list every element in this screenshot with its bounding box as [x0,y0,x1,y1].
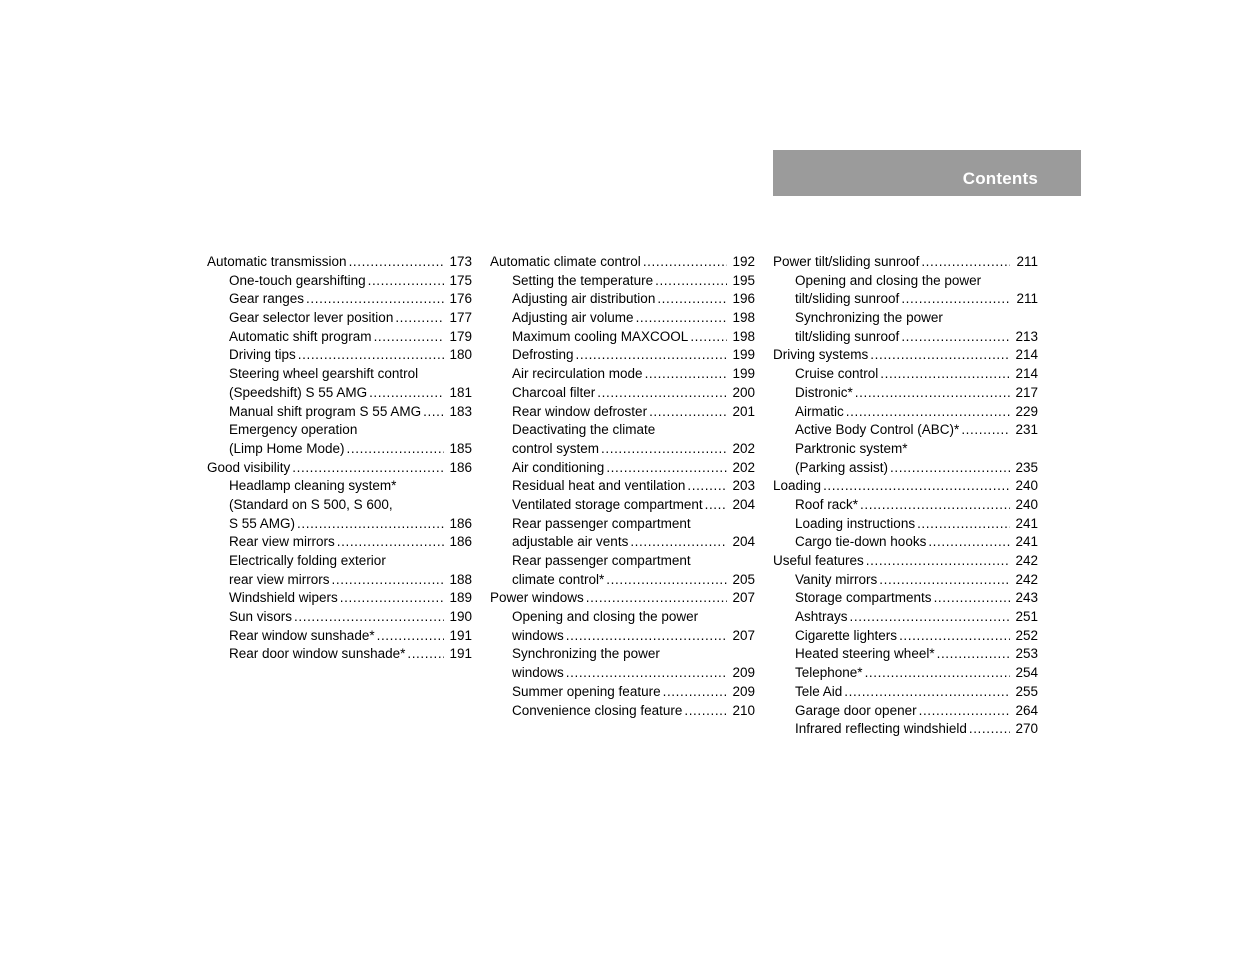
dot-leader [705,496,727,515]
toc-entry[interactable] [490,627,755,646]
toc-entry-page-number: 198 [732,328,755,344]
dot-leader [294,608,444,627]
toc-entry-title: Cruise control [795,366,879,382]
toc-entry-title: Ventilated storage compartment [512,496,703,512]
toc-entry-page-number: 209 [732,665,755,681]
toc-entry[interactable] [490,533,755,552]
toc-entry-title: Opening and closing the power [795,272,982,288]
toc-entry-title: Adjusting air volume [512,310,634,326]
dot-leader [340,589,444,608]
toc-entry-page-number: 175 [449,272,472,288]
dot-leader [687,477,727,496]
toc-entry-page-number: 201 [732,403,755,419]
toc-entry[interactable] [773,627,1038,646]
toc-entry[interactable] [490,477,755,496]
toc-entry-title: Ashtrays [795,609,848,625]
dot-leader [880,365,1010,384]
toc-entry[interactable] [490,309,755,328]
toc-column-2 [490,253,755,720]
toc-entry[interactable] [773,328,1038,347]
toc-entry-title: Active Body Control (ABC)* [795,422,960,438]
toc-entry[interactable] [207,403,472,422]
toc-entry-continuation [207,496,472,515]
dot-leader [850,608,1010,627]
toc-entry-page-number: 231 [1015,422,1038,438]
toc-entry[interactable] [207,328,472,347]
toc-entry-title: Automatic transmission [207,254,347,269]
toc-entry[interactable] [207,440,472,459]
toc-entry-title: Garage door opener [795,702,917,718]
toc-entry-page-number: 185 [449,440,472,456]
toc-entry[interactable] [490,664,755,683]
toc-entry[interactable] [773,496,1038,515]
toc-entry-page-number: 186 [449,534,472,550]
dot-leader [407,645,444,664]
toc-entry-title: S 55 AMG) [229,515,296,531]
toc-entry-title: Headlamp cleaning system* [229,478,397,494]
toc-entry[interactable] [490,403,755,422]
toc-entry-title: Heated steering wheel* [795,646,935,662]
toc-entry-title: Airmatic [795,403,844,419]
toc-entry-page-number: 203 [732,478,755,494]
toc-entry-continuation [773,440,1038,459]
toc-entry-title: Vanity mirrors [795,571,878,587]
toc-entry-title: Convenience closing feature [512,702,683,718]
dot-leader [855,384,1010,403]
toc-entry[interactable] [207,608,472,627]
toc-entry[interactable] [773,253,1038,272]
toc-entry-title: Synchronizing the power [512,646,660,662]
dot-leader [928,533,1010,552]
toc-entry-continuation [207,365,472,384]
toc-entry-title: Parktronic system* [795,440,908,456]
toc-entry-title: One-touch gearshifting [229,272,366,288]
toc-entry-title: Driving systems [773,347,869,363]
toc-entry[interactable] [773,459,1038,478]
toc-entry-page-number: 173 [449,254,472,269]
toc-entry-page-number: 204 [732,496,755,512]
toc-entry-title: Telephone* [795,665,863,681]
dot-leader [657,290,727,309]
dot-leader [423,403,444,422]
toc-entry[interactable] [490,253,755,272]
toc-entry-title: Residual heat and ventilation [512,478,686,494]
toc-entry-page-number: 213 [1015,328,1038,344]
toc-entry-page-number: 252 [1015,627,1038,643]
toc-entry-page-number: 200 [732,384,755,400]
toc-entry-page-number: 207 [732,627,755,643]
toc-entry-title: Loading [773,478,822,494]
toc-entry-page-number: 255 [1015,683,1038,699]
dot-leader [684,702,727,721]
toc-entry-title: Rear passenger compartment [512,553,691,568]
toc-entry-page-number: 198 [732,310,755,326]
dot-leader [636,309,727,328]
toc-entry-continuation [490,645,755,664]
toc-entry-page-number: 191 [449,627,472,643]
toc-entry-page-number: 181 [449,384,472,400]
toc-entry-title: windows [512,665,564,681]
toc-entry[interactable] [490,571,755,590]
dot-leader [292,459,444,478]
dot-leader [368,272,444,291]
toc-entry-page-number: 241 [1015,534,1038,550]
dot-leader [297,515,444,534]
toc-entry-page-number: 205 [732,571,755,587]
toc-entry-title: Opening and closing the power [512,609,699,625]
toc-entry[interactable] [207,589,472,608]
dot-leader [601,440,727,459]
toc-entry-title: Sun visors [229,609,293,625]
toc-entry-title: Gear ranges [229,291,305,307]
toc-entry[interactable] [490,589,755,608]
toc-entry-page-number: 180 [449,347,472,363]
toc-entry-page-number: 179 [449,328,472,344]
toc-entry-page-number: 243 [1015,590,1038,606]
dot-leader [961,421,1010,440]
toc-entry-page-number: 242 [1015,553,1038,568]
dot-leader [934,589,1010,608]
toc-entry-title: tilt/sliding sunroof [795,291,900,307]
toc-entry-title: Manual shift program S 55 AMG [229,403,422,419]
toc-entry-title: Storage compartments [795,590,932,606]
dot-leader [690,328,727,347]
toc-entry-continuation [773,309,1038,328]
toc-entry[interactable] [207,272,472,291]
toc-entry-title: (Parking assist) [795,459,889,475]
toc-entry-page-number: 210 [732,702,755,718]
toc-entry-title: Automatic climate control [490,254,641,269]
dot-leader [870,346,1010,365]
dot-leader [969,720,1010,739]
toc-entry-continuation [490,552,755,571]
toc-entry-title: Distronic* [795,384,853,400]
toc-entry-continuation [207,552,472,571]
toc-entry-title: windows [512,627,564,643]
toc-entry-title: Rear passenger compartment [512,515,691,531]
dot-leader [823,477,1010,496]
toc-entry[interactable] [773,552,1038,571]
dot-leader [349,253,444,272]
toc-entry[interactable] [773,384,1038,403]
dot-leader [937,645,1010,664]
toc-entry[interactable] [490,702,755,721]
dot-leader [649,403,727,422]
toc-entry-title: Defrosting [512,347,574,363]
toc-entry-page-number: 229 [1015,403,1038,419]
dot-leader [917,515,1010,534]
toc-entry-title: Tele Aid [795,683,843,699]
toc-entry-continuation [490,515,755,534]
toc-entry[interactable] [773,533,1038,552]
dot-leader [860,496,1010,515]
dot-leader [606,571,727,590]
toc-entry-title: Synchronizing the power [795,310,943,326]
dot-leader [844,683,1010,702]
toc-entry[interactable] [490,496,755,515]
toc-entry[interactable] [773,645,1038,664]
toc-entry-title: adjustable air vents [512,534,629,550]
dot-leader [921,253,1010,272]
toc-entry[interactable] [207,533,472,552]
toc-entry[interactable] [207,309,472,328]
dot-leader [865,664,1010,683]
toc-entry-page-number: 214 [1015,366,1038,382]
dot-leader [597,384,727,403]
toc-entry-title: Adjusting air distribution [512,291,656,307]
toc-entry-title: Automatic shift program [229,328,372,344]
dot-leader [347,440,444,459]
toc-entry[interactable] [490,384,755,403]
toc-entry-page-number: 202 [732,459,755,475]
toc-entry-page-number: 177 [449,310,472,326]
toc-entry-title: Power tilt/sliding sunroof [773,254,920,269]
toc-entry-page-number: 242 [1015,571,1038,587]
toc-entry[interactable] [773,608,1038,627]
toc-entry[interactable] [773,683,1038,702]
toc-entry-page-number: 186 [449,459,472,475]
toc-entry-page-number: 189 [449,590,472,606]
toc-entry-title: Gear selector lever position [229,310,394,326]
toc-entry[interactable] [207,645,472,664]
toc-entry-continuation [207,477,472,496]
toc-entry[interactable] [207,346,472,365]
toc-entry-title: Electrically folding exterior [229,553,386,568]
dot-leader [566,664,727,683]
page-title: Contents [962,169,1038,188]
toc-entry-page-number: 240 [1015,496,1038,512]
toc-entry-page-number: 209 [732,683,755,699]
dot-leader [901,290,1010,309]
toc-entry-page-number: 251 [1015,609,1038,625]
toc-entry-title: control system [512,440,600,456]
toc-entry-page-number: 199 [732,366,755,382]
toc-entry-title: Infrared reflecting windshield [795,721,967,737]
dot-leader [890,459,1010,478]
toc-entry-page-number: 191 [449,646,472,662]
toc-entry-title: Power windows [490,590,584,606]
dot-leader [298,346,444,365]
dot-leader [663,683,727,702]
toc-column-3 [773,253,1038,739]
toc-entry[interactable] [773,702,1038,721]
toc-entry-title: (Limp Home Mode) [229,440,345,456]
toc-entry[interactable] [773,515,1038,534]
toc-entry[interactable] [773,664,1038,683]
toc-entry[interactable] [207,571,472,590]
toc-entry[interactable] [207,459,472,478]
toc-entry-title: Steering wheel gearshift control [229,366,419,382]
toc-entry-title: Rear window sunshade* [229,627,375,643]
dot-leader [645,365,727,384]
dot-leader [899,627,1010,646]
toc-entry-title: rear view mirrors [229,571,330,587]
toc-entry-title: Driving tips [229,347,296,363]
toc-entry-title: Maximum cooling MAXCOOL [512,328,689,344]
toc-entry-page-number: 186 [449,515,472,531]
toc-entry-page-number: 202 [732,440,755,456]
dot-leader [586,589,727,608]
toc-entry-title: Rear window defroster [512,403,648,419]
toc-entry-title: Rear door window sunshade* [229,646,406,662]
toc-entry-page-number: 207 [732,590,755,606]
toc-entry-page-number: 253 [1015,646,1038,662]
toc-entry-page-number: 188 [449,571,472,587]
toc-entry[interactable] [490,459,755,478]
toc-entry-title: Cargo tie-down hooks [795,534,927,550]
toc-entry[interactable] [773,421,1038,440]
toc-entry[interactable] [207,515,472,534]
toc-entry[interactable] [207,384,472,403]
toc-entry-title: Roof rack* [795,496,859,512]
toc-entry-title: Charcoal filter [512,384,596,400]
toc-entry-page-number: 211 [1016,254,1038,269]
toc-entry-continuation [490,608,755,627]
dot-leader [866,552,1010,571]
toc-entry[interactable] [773,720,1038,739]
toc-entry-page-number: 264 [1015,702,1038,718]
toc-entry[interactable] [490,365,755,384]
toc-entry[interactable] [490,683,755,702]
dot-leader [377,627,444,646]
toc-entry[interactable] [207,627,472,646]
toc-entry-title: Good visibility [207,459,291,475]
contents-header-bar [773,150,1081,196]
toc-entry-page-number: 199 [732,347,755,363]
toc-entry[interactable] [773,403,1038,422]
toc-entry[interactable] [490,290,755,309]
toc-entry-title: Cigarette lighters [795,627,898,643]
toc-entry[interactable] [490,346,755,365]
toc-entry-page-number: 270 [1015,721,1038,737]
toc-entry-title: Windshield wipers [229,590,338,606]
toc-entry-title: Air conditioning [512,459,605,475]
toc-entry-title: Air recirculation mode [512,366,643,382]
toc-entry-page-number: 195 [732,272,755,288]
dot-leader [369,384,444,403]
dot-leader [901,328,1010,347]
toc-entry[interactable] [490,328,755,347]
dot-leader [655,272,727,291]
dot-leader [846,403,1010,422]
toc-entry-title: Loading instructions [795,515,916,531]
toc-entry-title: climate control* [512,571,605,587]
toc-entry-page-number: 204 [732,534,755,550]
toc-entry-continuation [207,421,472,440]
dot-leader [566,627,727,646]
toc-column-1 [207,253,472,664]
dot-leader [643,253,727,272]
toc-entry[interactable] [490,272,755,291]
toc-entry-page-number: 241 [1015,515,1038,531]
toc-entry-page-number: 254 [1015,665,1038,681]
toc-entry-page-number: 211 [1016,291,1038,307]
toc-entry-title: Rear view mirrors [229,534,335,550]
toc-entry[interactable] [490,440,755,459]
toc-entry-page-number: 190 [449,609,472,625]
dot-leader [332,571,444,590]
toc-entry-page-number: 217 [1015,384,1038,400]
toc-entry-title: Deactivating the climate [512,422,656,438]
dot-leader [919,702,1010,721]
toc-entry[interactable] [773,346,1038,365]
dot-leader [606,459,727,478]
dot-leader [630,533,727,552]
toc-entry-page-number: 235 [1015,459,1038,475]
toc-entry[interactable] [207,290,472,309]
toc-entry[interactable] [207,253,472,272]
toc-entry-continuation [490,421,755,440]
dot-leader [879,571,1010,590]
toc-entry[interactable] [773,477,1038,496]
toc-entry-title: (Speedshift) S 55 AMG [229,384,368,400]
toc-entry-title: Emergency operation [229,422,358,438]
dot-leader [374,328,444,347]
toc-entry[interactable] [773,290,1038,309]
toc-entry-title: Summer opening feature [512,683,661,699]
toc-entry-page-number: 196 [732,291,755,307]
toc-entry-page-number: 214 [1015,347,1038,363]
toc-entry[interactable] [773,589,1038,608]
toc-entry-continuation [773,272,1038,291]
toc-entry-title: tilt/sliding sunroof [795,328,900,344]
toc-entry[interactable] [773,365,1038,384]
toc-entry-title: (Standard on S 500, S 600, [229,496,393,512]
toc-entry-title: Setting the temperature [512,272,654,288]
toc-entry-page-number: 192 [732,254,755,269]
dot-leader [306,290,444,309]
toc-entry-page-number: 183 [449,403,472,419]
dot-leader [337,533,444,552]
toc-entry-page-number: 240 [1015,478,1038,494]
dot-leader [395,309,444,328]
toc-entry[interactable] [773,571,1038,590]
dot-leader [576,346,727,365]
toc-entry-page-number: 176 [449,291,472,307]
toc-entry-title: Useful features [773,553,864,568]
